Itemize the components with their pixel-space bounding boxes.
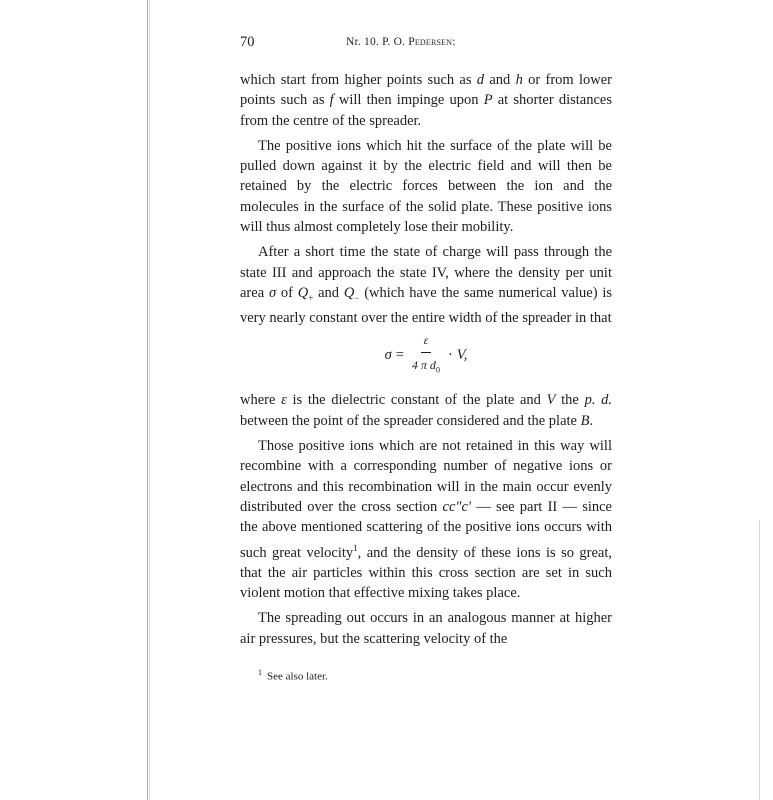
running-head-prefix: Nr. 10. P. O. [346,36,409,48]
footnote [258,668,328,683]
paragraph-5: Those positive ions which are not retained in this way will recombine with a corresponding number of negative ions or electrons and this recombination will in the main occur evenly distributed over the cross section cc″c′ — see part II — since the above mentioned scattering of the positive ions occurs with such great velocity$^1$, and the density of these ions is so great, that the air particles within this cross section are set in such violent motion that effective mixing takes place. [240,438,613,601]
binding-line [149,0,150,800]
paragraph-3: After a short time the state of charge will pass through the state III and approach the state IV, where the density per unit area σ of $Q_+$ and $Q_-$ (which have the same numerical value) is very nearly constant over the entire width of the spreader in that [240,244,612,327]
binding-line [147,0,148,800]
footnote-text: See also later. [267,670,328,683]
page-header [240,34,612,54]
paragraph-4: where ε is the dielectric constant of the plate and V the p. d. between the point of the spreader considered and the plate B. [240,392,613,429]
running-head [346,36,456,48]
paragraph-6: The spreading out occurs in an analogous manner at higher air pressures, but the scattering velocity of the [240,610,612,647]
paragraph-1: which start from higher points such as d and h or from lower points such as f will then impinge upon P at shorter distances from the centre of the spreader. [240,72,612,129]
paragraph-2: The positive ions which hit the surface of the plate will be pulled down against it by the electric field and will then be retained by the electric forces between the ion and the molecules in the surface of the solid plate. These positive ions will thus almost completely lose their mobility. [240,137,612,236]
page-number: 70 [240,34,255,50]
formula: σ = $\frac{\varepsilon}{4 \pi d_0}$ · V, [240,330,612,380]
body-text [240,70,612,649]
author-name: Pedersen: [408,36,456,48]
footnote-marker: 1 [258,668,262,677]
binding-line [759,520,760,800]
formula-fraction: $\frac{\varepsilon}{4 \pi d_0}$ [412,330,440,380]
